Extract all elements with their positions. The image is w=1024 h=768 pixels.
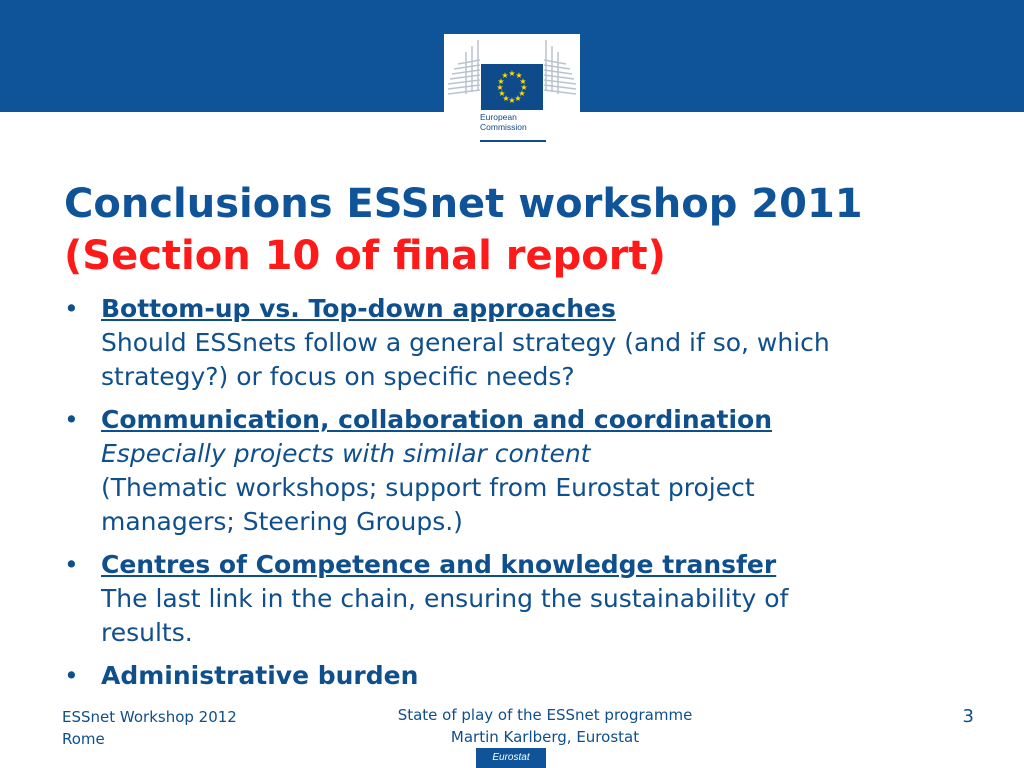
title-line-subtitle: (Section 10 of final report): [64, 233, 666, 279]
svg-text:★: ★: [496, 83, 504, 92]
slide-title: [64, 178, 1004, 282]
footer-event-name: ESSnet Workshop 2012: [62, 708, 237, 726]
bullet-heading: Administrative burden: [101, 661, 419, 690]
svg-text:★: ★: [502, 94, 510, 103]
bullet-text: strategy?) or focus on specific needs?: [101, 362, 575, 391]
svg-text:★: ★: [497, 77, 505, 86]
bullet-text: (Thematic workshops; support from Eurostat project: [101, 473, 755, 502]
page-number: 3: [962, 706, 974, 727]
bullet-text: Should ESSnets follow a general strategy (and if so, which: [101, 328, 830, 357]
svg-text:★: ★: [508, 69, 516, 78]
svg-text:★: ★: [518, 89, 526, 98]
logo-underline: [480, 140, 546, 142]
svg-text:★: ★: [515, 71, 523, 80]
bullet-item: [64, 659, 964, 693]
footer-presenter: Martin Karlberg, Eurostat: [450, 728, 640, 746]
bullet-heading: Centres of Competence and knowledge transfer: [101, 550, 777, 579]
bullet-heading: Communication, collaboration and coordination: [101, 405, 773, 434]
svg-text:★: ★: [519, 77, 527, 86]
bullet-dot: •: [64, 661, 79, 690]
bullet-dot: •: [64, 294, 79, 323]
logo-wordmark: [480, 112, 527, 132]
bullet-heading: Bottom-up vs. Top-down approaches: [101, 294, 616, 323]
berlaymont-building-icon: [444, 34, 580, 114]
logo-text-commission: Commission: [480, 122, 527, 132]
bullet-dot: •: [64, 405, 79, 434]
bullet-text: managers; Steering Groups.): [101, 507, 463, 536]
svg-text:★: ★: [514, 94, 522, 103]
bullet-item: [64, 292, 964, 394]
svg-text:★: ★: [501, 71, 509, 80]
svg-text:★: ★: [498, 89, 506, 98]
footer-event: [62, 706, 237, 750]
footer-event-location: Rome: [62, 730, 105, 748]
footer-presentation: [360, 704, 730, 748]
svg-text:★: ★: [508, 96, 516, 105]
european-commission-logo: [444, 34, 580, 146]
logo-text-european: European: [480, 112, 517, 122]
bullet-text: results.: [101, 618, 193, 647]
svg-text:★: ★: [520, 83, 528, 92]
footer-presentation-title: State of play of the ESSnet programme: [397, 706, 693, 724]
bullet-item: [64, 403, 964, 539]
eurostat-tag: Eurostat: [476, 748, 546, 768]
bullet-list: [64, 292, 964, 702]
bullet-item: [64, 548, 964, 650]
bullet-text-italic: Especially projects with similar content: [101, 439, 591, 468]
title-line-main: Conclusions ESSnet workshop 2011: [64, 181, 863, 227]
bullet-text: The last link in the chain, ensuring the sustainability of: [101, 584, 789, 613]
bullet-dot: •: [64, 550, 79, 579]
